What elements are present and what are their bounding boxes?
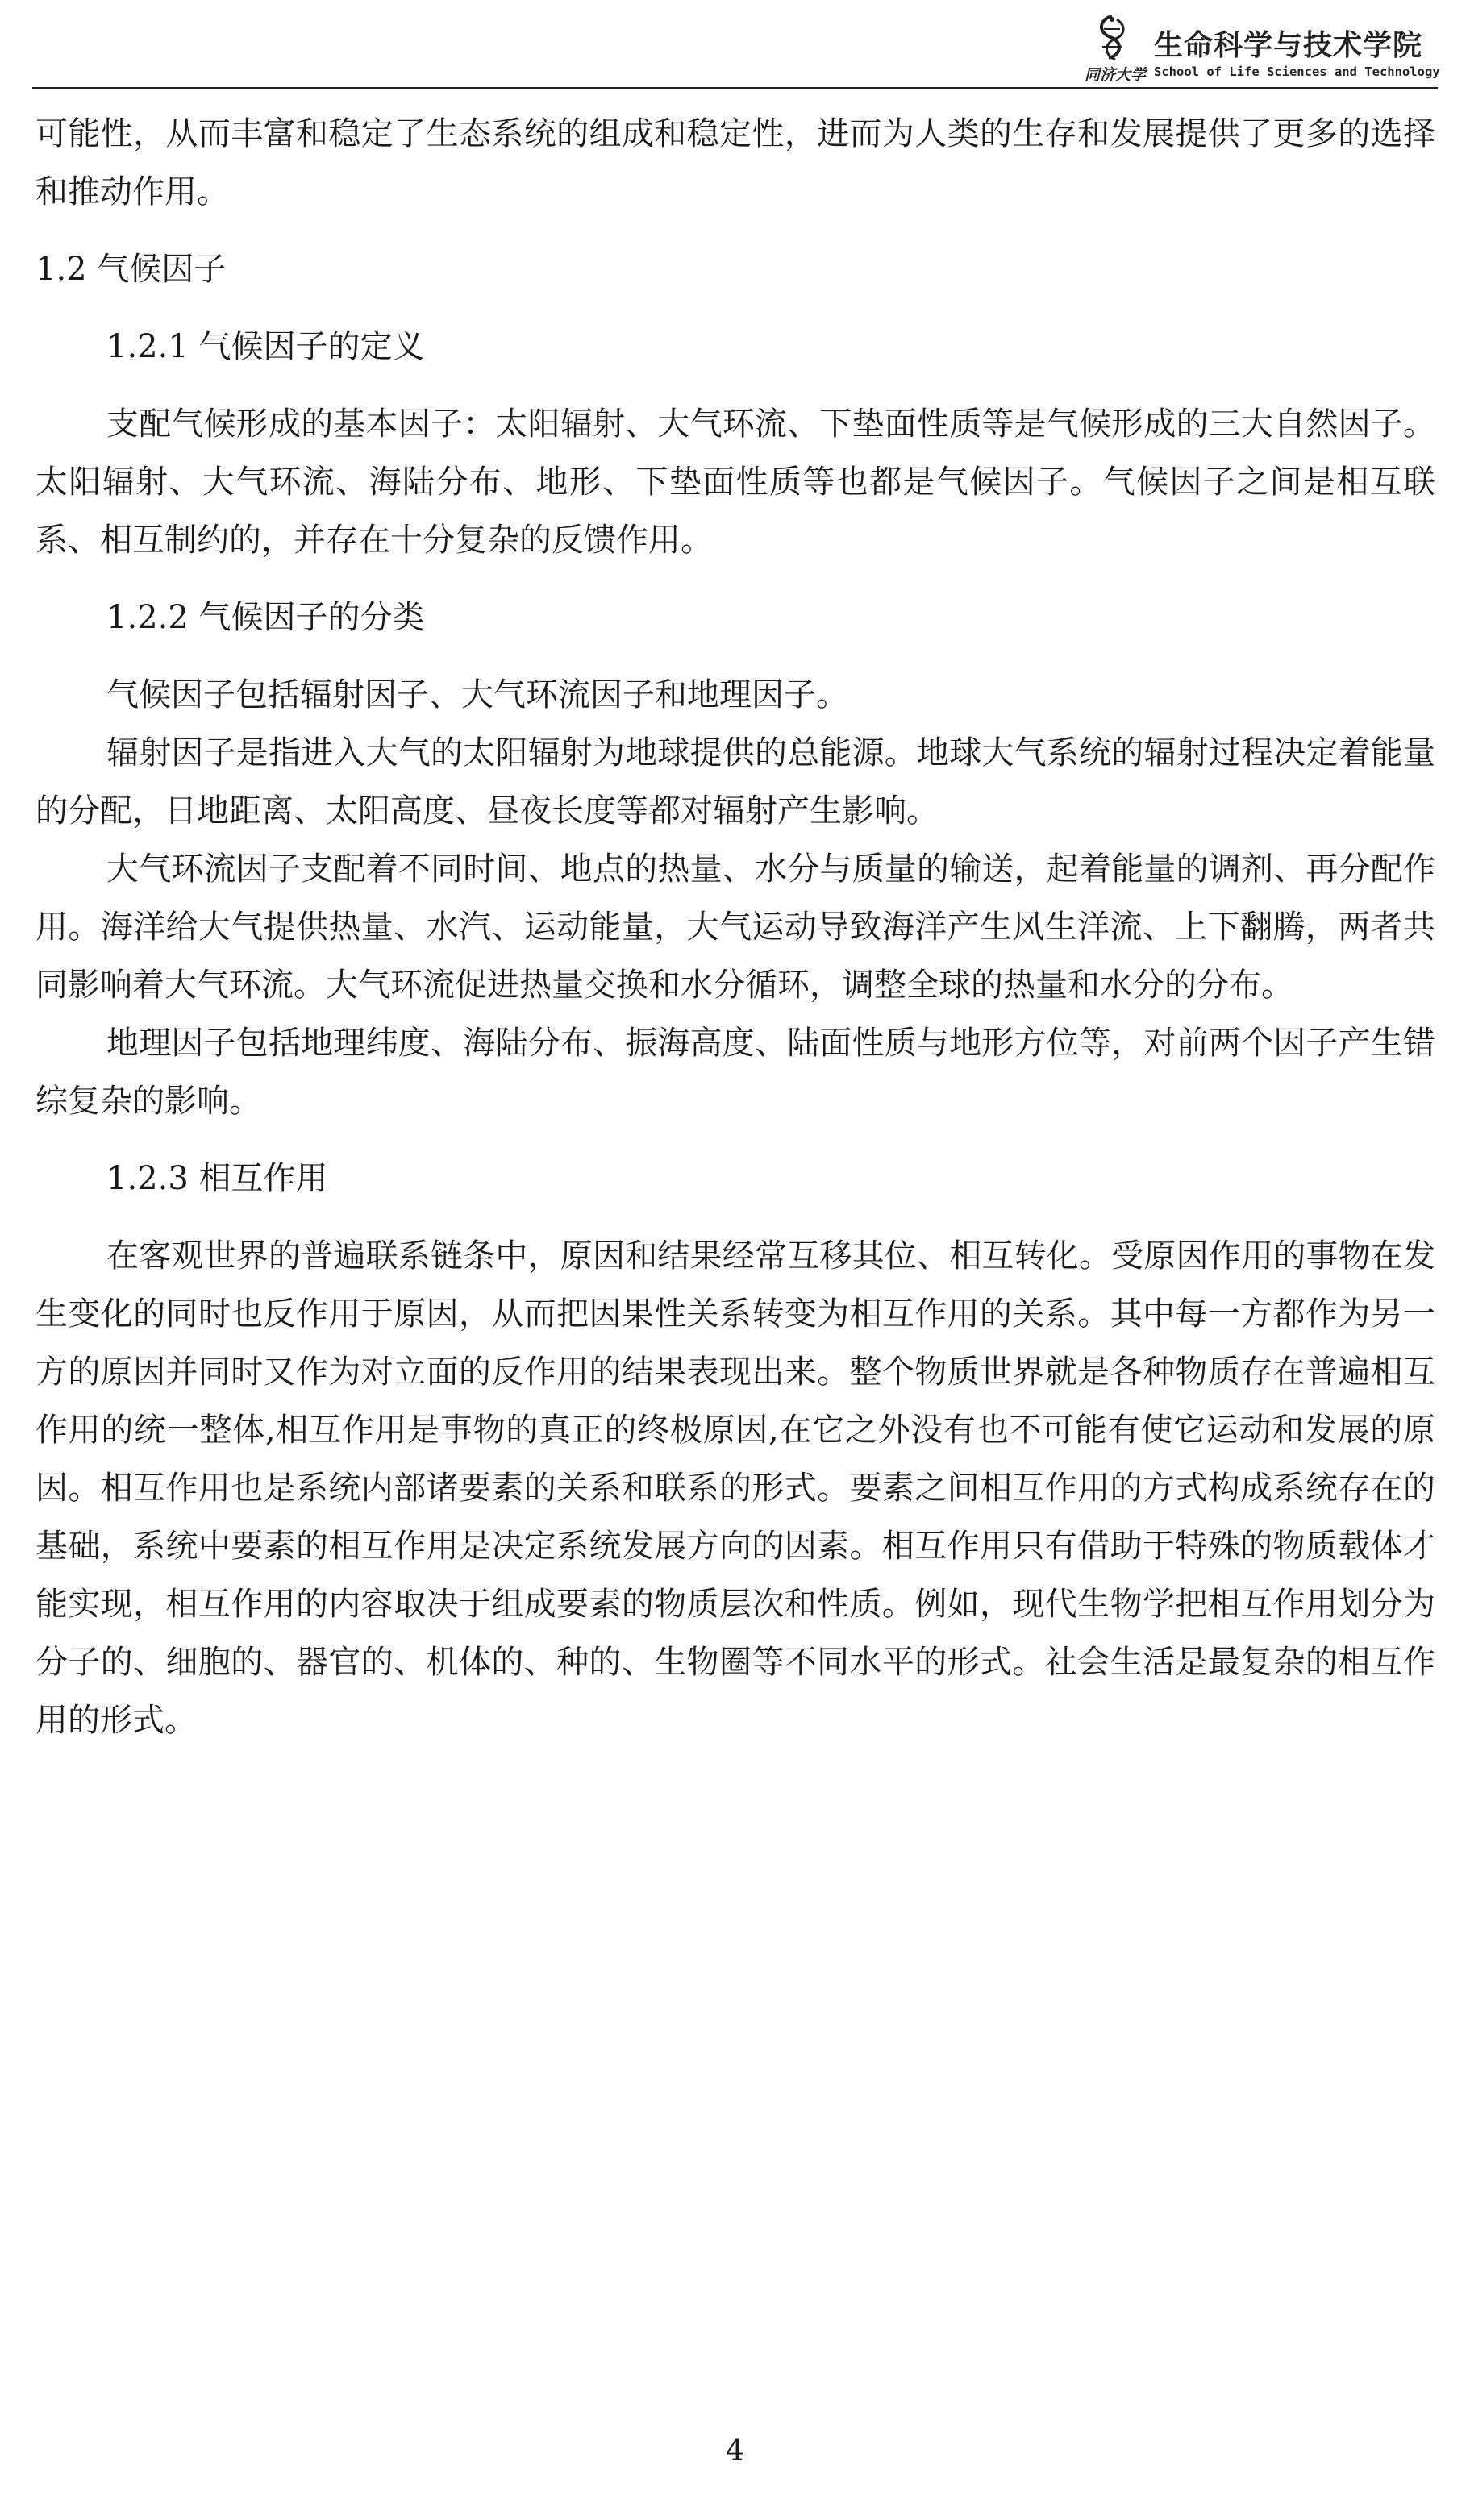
- intro-paragraph: 可能性，从而丰富和稳定了生态系统的组成和稳定性，进而为人类的生存和发展提供了更多的选择和推动作用。: [35, 115, 1435, 210]
- section-heading-1-2-2: 1.2.2 气候因子的分类: [106, 599, 425, 636]
- page-header: [32, 0, 1438, 90]
- section-heading-1-2-3: 1.2.3 相互作用: [106, 1160, 328, 1197]
- school-name-cn: 生命科学与技术学院: [1154, 29, 1423, 62]
- paragraph-geographic-factor: 地理因子包括地理纬度、海陆分布、振海高度、陆面性质与地形方位等，对前两个因子产生错综复杂的影响。: [35, 1025, 1435, 1120]
- university-name: 同济大学: [1085, 66, 1147, 84]
- school-name-en: School of Life Sciences and Technology: [1154, 64, 1440, 79]
- paragraph-definition: 支配气候形成的基本因子：太阳辐射、大气环流、下垫面性质等是气候形成的三大自然因子。太阳辐射、大气环流、海陆分布、地形、下垫面性质等也都是气候因子。气候因子之间是相互联系、相互制约的，并存在十分复杂的反馈作用。: [35, 405, 1435, 559]
- page-number: 4: [726, 2435, 744, 2468]
- paragraph-radiation-factor: 辐射因子是指进入大气的太阳辐射为地球提供的总能源。地球大气系统的辐射过程决定着能量的分配，日地距离、太阳高度、昼夜长度等都对辐射产生影响。: [35, 734, 1435, 830]
- section-heading-1-2-1: 1.2.1 气候因子的定义: [106, 328, 425, 365]
- document-body: [35, 105, 1435, 1749]
- paragraph-circulation-factor: 大气环流因子支配着不同时间、地点的热量、水分与质量的输送，起着能量的调剂、再分配作用。海洋给大气提供热量、水汽、运动能量，大气运动导致海洋产生风生洋流、上下翻腾，两者共同影响着大气环流。大气环流促进热量交换和水分循环，调整全球的热量和水分的分布。: [35, 850, 1435, 1004]
- paragraph-interaction: 在客观世界的普遍联系链条中，原因和结果经常互移其位、相互转化。受原因作用的事物在发生变化的同时也反作用于原因，从而把因果性关系转变为相互作用的关系。其中每一方都作为另一方的原因并同时又作为对立面的反作用的结果表现出来。整个物质世界就是各种物质存在普遍相互作用的统一整体,相互作用是事物的真正的终极原因,在它之外没有也不可能有使它运动和发展的原因。相互作用也是系统内部诸要素的关系和联系的形式。要素之间相互作用的方式构成系统存在的基础，系统中要素的相互作用是决定系统发展方向的因素。相互作用只有借助于特殊的物质载体才能实现，相互作用的内容取决于组成要素的物质层次和性质。例如，现代生物学把相互作用划分为分子的、细胞的、器官的、机体的、种的、生物圈等不同水平的形式。社会生活是最复杂的相互作用的形式。: [35, 1237, 1435, 1739]
- header-divider: [32, 87, 1438, 89]
- school-logo: [1080, 11, 1440, 85]
- paragraph-classification: 气候因子包括辐射因子、大气环流因子和地理因子。: [106, 676, 848, 713]
- section-heading-1-2: 1.2 气候因子: [35, 251, 227, 288]
